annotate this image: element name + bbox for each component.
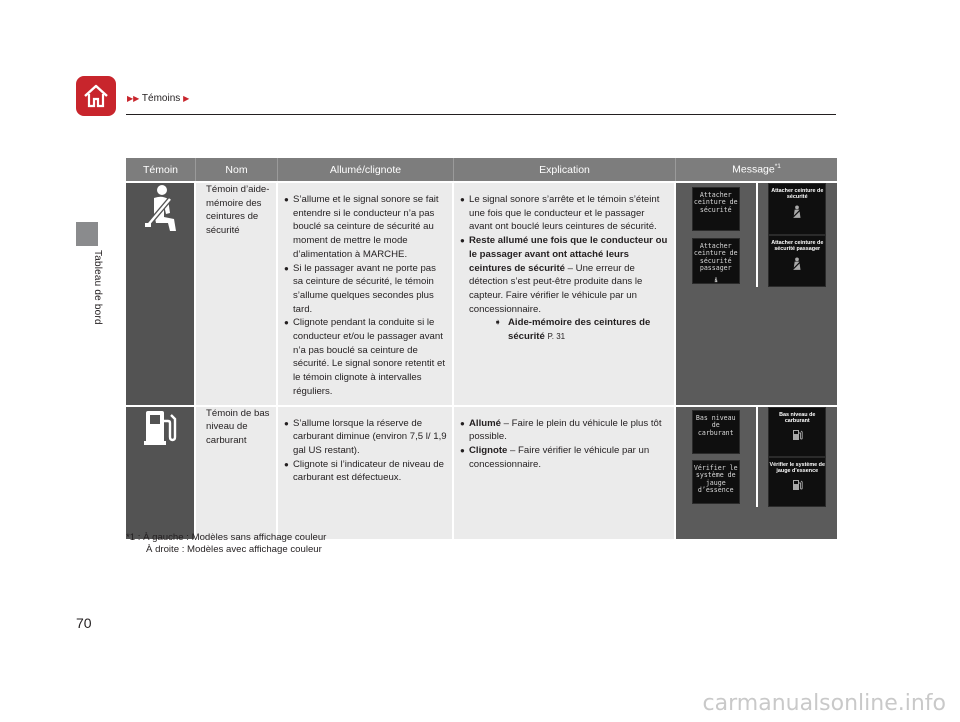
list-item — [284, 193, 448, 262]
message-cell — [676, 183, 837, 405]
message-text: Attacher ceinture de sécurité passager — [693, 241, 738, 273]
header-message-footnote: *1 — [774, 163, 781, 171]
message-text: Bas niveau de carburant — [779, 411, 816, 424]
home-button[interactable] — [76, 76, 116, 116]
bullet-icon: ● — [460, 236, 465, 246]
emphasis-text: Reste allumé une fois que le conducteur ou le passager avant ont attaché leurs ceintures de sécurité — [469, 235, 668, 274]
indicator-name: Témoin d’aide-mémoire des ceintures de sécurité — [206, 184, 270, 237]
footnote-line-1: *1 : À gauche : Modèles sans affichage couleur — [126, 532, 327, 543]
list-item-rest: – Faire vérifier le véhicule par un concessionnaire. — [469, 444, 650, 470]
seatbelt-small-icon — [711, 277, 721, 283]
list-item-rest: – Faire le plein du véhicule le plus tôt possible. — [469, 417, 662, 443]
message-cell — [676, 407, 837, 539]
list-item — [460, 417, 670, 444]
reference-title: Aide-mémoire des ceintures de sécurité — [508, 317, 651, 343]
emphasis-text: Clignote — [469, 444, 508, 456]
message-text: Vérifier le système de jauge d’essence — [693, 463, 738, 495]
list-item-text: Clignote si l’indicateur de niveau de carburant est défectueux. — [293, 458, 444, 484]
breadcrumb[interactable] — [127, 93, 189, 104]
seatbelt-reminder-icon — [140, 183, 180, 233]
header-allume: Allumé/clignote — [278, 158, 454, 181]
table-row — [126, 407, 837, 539]
list-item-text: Si le passager avant ne porte pas sa ceinture de sécurité, le témoin s’allume quelques secondes plus tard. — [293, 262, 436, 315]
icon-cell — [126, 183, 196, 405]
bullet-icon: ● — [284, 418, 289, 428]
message-screen-color — [768, 235, 826, 287]
list-item — [284, 417, 448, 458]
indicator-name: Témoin de bas niveau de carburant — [206, 407, 270, 446]
seatbelt-small-icon — [791, 205, 803, 219]
list-item — [284, 316, 448, 398]
reference-arrow-icon: ➧ — [494, 317, 502, 328]
page-number: 70 — [76, 615, 92, 631]
seatbelt-small-icon — [791, 257, 803, 271]
bullet-icon: ● — [460, 445, 465, 455]
bullet-icon: ● — [284, 263, 289, 273]
message-screen-mono — [692, 410, 740, 454]
message-text: Attacher ceinture de sécurité — [693, 190, 738, 214]
footnote — [126, 532, 326, 556]
header-temoin: Témoin — [126, 158, 196, 181]
message-text: Bas niveau de carburant — [695, 413, 736, 437]
message-text: Attacher ceinture de sécurité passager — [771, 240, 824, 253]
header-explication: Explication — [454, 158, 676, 181]
table-header-row — [126, 158, 837, 181]
breadcrumb-arrow-icon: ▶ — [183, 94, 190, 103]
explanation-cell — [454, 183, 676, 405]
header-message — [676, 158, 837, 181]
explanation-cell — [454, 407, 676, 539]
bullet-icon: ● — [284, 318, 289, 328]
footnote-line-2: À droite : Modèles avec affichage couleur — [146, 544, 322, 555]
bullet-icon: ● — [460, 418, 465, 428]
message-text: Attacher ceinture de sécurité — [771, 188, 824, 201]
list-item-text: Clignote pendant la conduite si le conducteur et/ou le passager avant n’a pas bouclé sa ceinture de sécurité. Le signal sonore retentit et le témoin clignote à intervalles réguliers. — [293, 317, 445, 397]
message-screen-color — [768, 183, 826, 235]
bullet-icon: ● — [460, 195, 465, 204]
reference-page: P. 31 — [547, 332, 566, 342]
message-screen-color — [768, 457, 826, 507]
lit-cell — [278, 183, 454, 405]
fuel-small-icon — [791, 428, 803, 441]
watermark: carmanualsonline.info — [702, 691, 946, 716]
name-cell — [196, 407, 278, 539]
home-icon — [82, 83, 110, 109]
fuel-pump-icon — [142, 407, 178, 447]
list-item-text — [469, 417, 670, 444]
list-item-text: S’allume et le signal sonore se fait entendre si le conducteur n’a pas bouclé sa ceinture de sécurité au moment de mettre le mode d’alimentation à MARCHE. — [293, 194, 439, 260]
table-row — [126, 183, 837, 405]
list-item-rest: – Une erreur de détection s’est peut-être produite dans le capteur. Faire vérifier le véhicule par un concessionnaire. — [469, 262, 643, 315]
list-item — [460, 444, 670, 471]
top-rule — [126, 114, 836, 115]
message-screen-mono — [692, 187, 740, 231]
lit-cell — [278, 407, 454, 539]
emphasis-text: Allumé — [469, 417, 501, 429]
list-item — [284, 458, 448, 485]
header-nom: Nom — [196, 158, 278, 181]
list-item — [284, 262, 448, 317]
name-cell — [196, 183, 278, 405]
message-screen-mono — [692, 460, 740, 504]
breadcrumb-arrow-icon: ▶▶ — [127, 94, 140, 103]
list-item-text: S’allume lorsque la réserve de carburant diminue (environ 7,5 l/ 1,9 gal US restant). — [293, 417, 447, 456]
list-item-text: Le signal sonore s’arrête et le témoin s’éteint une fois que le conducteur et le passager avant ont bouclé leurs ceintures de sécurité. — [469, 194, 660, 233]
message-screen-mono — [692, 238, 740, 284]
fuel-small-icon — [791, 478, 803, 491]
indicator-table — [126, 158, 837, 539]
breadcrumb-label: Témoins — [141, 93, 181, 104]
section-tab-marker — [76, 222, 98, 246]
bullet-icon: ● — [284, 459, 289, 469]
list-item — [460, 234, 670, 316]
message-text: Vérifier le système de jauge d’essence — [769, 461, 825, 474]
cross-reference-link[interactable] — [460, 316, 670, 343]
header-message-label: Message — [732, 163, 775, 176]
list-item-text — [469, 444, 670, 471]
message-screen-color — [768, 407, 826, 457]
icon-cell — [126, 407, 196, 539]
section-tab-label: Tableau de bord — [92, 250, 103, 325]
list-item — [460, 193, 670, 234]
bullet-icon: ● — [284, 195, 289, 204]
list-item-text — [469, 234, 670, 316]
